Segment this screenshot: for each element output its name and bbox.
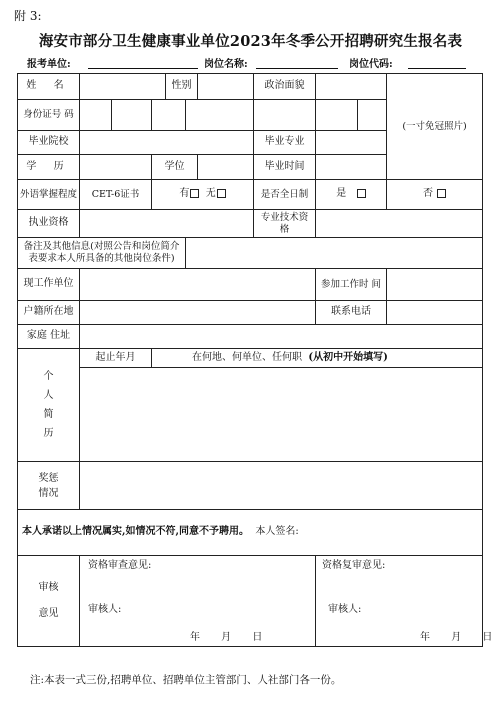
label-where: 在何地、何单位、任何职 <box>192 351 302 363</box>
label-period: 起止年月 <box>80 349 152 368</box>
form-title: 海安市部分卫生健康事业单位2023年冬季公开招聘研究生报名表 <box>38 33 463 50</box>
input-phone[interactable] <box>387 301 483 325</box>
input-grad-time[interactable] <box>316 155 387 180</box>
id-digit-5[interactable] <box>254 100 316 131</box>
id-digit-2[interactable] <box>112 100 152 131</box>
post-name-field[interactable] <box>256 68 338 69</box>
input-education[interactable] <box>80 155 152 180</box>
input-license[interactable] <box>80 210 254 238</box>
checkbox-yes[interactable] <box>357 189 366 198</box>
label-remarks: 备注及其他信息(对照公告和岗位简介表要求本人所具备的其他岗位条件) <box>18 238 186 269</box>
date-1: 年 月 日 <box>190 632 263 643</box>
id-digit-1[interactable] <box>80 100 112 131</box>
option-yes-label: 是 <box>336 188 347 200</box>
label-from-junior: (从初中开始填写) <box>308 351 388 363</box>
fulltime-no <box>387 180 483 210</box>
label-signature: 本人签名: <box>255 526 299 538</box>
fulltime-yes <box>316 180 387 210</box>
input-hukou[interactable] <box>80 301 316 325</box>
id-digit-3[interactable] <box>152 100 186 131</box>
label-reviewer-1: 审核人: <box>88 604 122 615</box>
label-review: 审核意见 <box>18 556 80 647</box>
post-name-label: 岗位名称: <box>204 59 248 70</box>
pledge-text: 本人承诺以上情况属实,如情况不符,同意不予聘用。 <box>22 526 249 538</box>
input-politics[interactable] <box>316 74 387 100</box>
input-school[interactable] <box>80 131 254 155</box>
date-2: 年 月 日 <box>420 632 493 643</box>
post-code-label: 岗位代码: <box>349 59 393 70</box>
label-resume: 个人简历 <box>18 349 80 462</box>
footnote: 注:本表一式三份,招聘单位、招聘单位主管部门、人社部门各一份。 <box>30 674 342 686</box>
input-work-start[interactable] <box>387 269 483 301</box>
label-work-start: 参加工作时 间 <box>316 269 387 301</box>
input-current-unit[interactable] <box>80 269 316 301</box>
label-school: 毕业院校 <box>18 131 80 155</box>
input-name[interactable] <box>80 74 166 100</box>
label-license: 执业资格 <box>18 210 80 238</box>
input-degree[interactable] <box>198 155 254 180</box>
checkbox-no[interactable] <box>437 189 446 198</box>
option-have-label: 有 <box>179 188 190 200</box>
option-none-label: 无 <box>205 188 216 200</box>
cet6-options <box>152 180 254 210</box>
option-no-label: 否 <box>422 188 433 200</box>
label-phone: 联系电话 <box>316 301 387 325</box>
pledge-row <box>18 510 483 556</box>
label-address: 家庭 住址 <box>18 325 80 349</box>
input-major[interactable] <box>316 131 387 155</box>
label-reviewer-2: 审核人: <box>328 604 362 615</box>
input-remarks[interactable] <box>186 238 483 269</box>
initial-review-box[interactable] <box>80 556 316 647</box>
id-digit-7[interactable] <box>358 100 387 131</box>
label-education: 学 历 <box>18 155 80 180</box>
post-code-field[interactable] <box>408 68 466 69</box>
label-awards: 奖惩情况 <box>18 462 80 510</box>
label-current-unit: 现工作单位 <box>18 269 80 301</box>
label-fulltime: 是否全日制 <box>254 180 316 210</box>
label-hukou: 户籍所在地 <box>18 301 80 325</box>
label-major: 毕业专业 <box>254 131 316 155</box>
unit-label: 报考单位: <box>27 59 71 70</box>
label-cet6: CET-6证书 <box>80 180 152 210</box>
label-id-number: 身份证号 码 <box>18 100 80 131</box>
label-politics: 政治面貌 <box>254 74 316 100</box>
input-tech-title[interactable] <box>316 210 483 238</box>
label-grad-time: 毕业时间 <box>254 155 316 180</box>
input-awards[interactable] <box>80 462 483 510</box>
id-digit-4[interactable] <box>186 100 254 131</box>
id-digit-6[interactable] <box>316 100 358 131</box>
checkbox-none[interactable] <box>217 189 226 198</box>
input-address[interactable] <box>80 325 483 349</box>
registration-form <box>17 73 493 647</box>
resume-header <box>152 349 483 368</box>
annex-label: 附 3: <box>14 9 42 23</box>
label-tech-title: 专业技术资 格 <box>254 210 316 238</box>
input-resume[interactable] <box>80 368 483 462</box>
checkbox-have[interactable] <box>190 189 199 198</box>
label-degree: 学位 <box>152 155 198 180</box>
label-second-review: 资格复审意见: <box>322 560 386 571</box>
second-review-box[interactable] <box>316 556 493 647</box>
label-language: 外语掌握程度 <box>18 180 80 210</box>
unit-field[interactable] <box>88 68 198 69</box>
label-initial-review: 资格审查意见: <box>88 560 152 571</box>
photo-box[interactable]: (一寸免冠照片) <box>387 74 483 180</box>
label-gender: 性别 <box>166 74 198 100</box>
label-name: 姓 名 <box>18 74 80 100</box>
input-gender[interactable] <box>198 74 254 100</box>
